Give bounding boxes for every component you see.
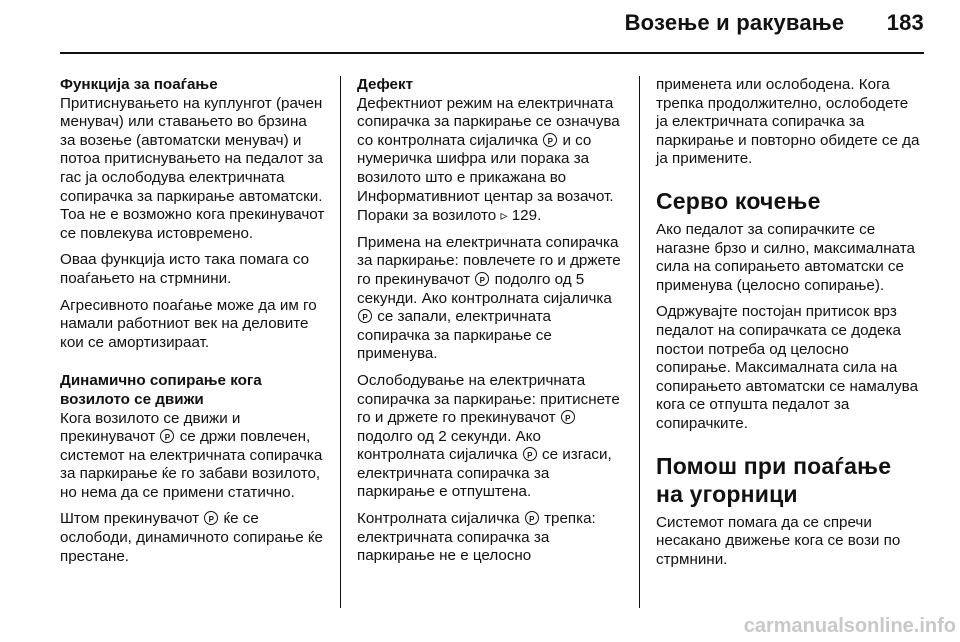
text-run: Штом прекинувачот xyxy=(60,510,200,528)
text-run: Кога возилото се движи и прекинувачот xyxy=(60,409,241,446)
paragraph: Одржувајте постојан притисок врз педалот на сопирачката се додека постои потреба од целосно сопирање. Максималната сила на сопирањето автоматски се намалува кога се отпушта педалот за сопирачките. xyxy=(656,303,919,432)
text-run: подолго од 2 секунди. Ако контролната сијаличка xyxy=(357,427,541,464)
text-run: и со нумеричка шифра или порака за возилото што е прикажана во Информативниот центар за возачот. Пораки за возилото xyxy=(357,131,614,225)
text-run: Дефектниот режим на електричната сопирачка за паркирање се означува со контролната сијаличка xyxy=(357,94,620,149)
text-run: трепка: електричната сопирачка за паркирање не е целосно xyxy=(357,510,596,565)
column-divider-1 xyxy=(340,76,341,608)
paragraph: Оваа функција исто така помага со поаѓањето на стрмнини. xyxy=(60,251,310,287)
text-run: подолго од 5 секунди. Ако контролната сијаличка xyxy=(357,270,612,307)
parking-brake-icon xyxy=(523,447,537,461)
warning-lamp-icon xyxy=(543,133,557,147)
section-title: Возење и ракување xyxy=(624,10,845,35)
column-right xyxy=(656,76,922,577)
paragraph xyxy=(357,95,623,226)
heading-brake-assist: Серво кочење xyxy=(656,187,821,214)
page-reference[interactable]: 129. xyxy=(511,207,542,225)
page-reference-arrow-icon: ▹ xyxy=(500,207,508,224)
parking-brake-icon xyxy=(358,309,372,323)
paragraph: Системот помага да се спречи несакано движење кога се вози по стрмнини. xyxy=(656,513,901,568)
text-run: Примена на електричната сопирачка за паркирање: повлечете го и држете го прекинувачот xyxy=(357,233,621,288)
column-middle xyxy=(357,76,623,574)
paragraph: Агресивното поаѓање може да им го намали работниот век на деловите кои се амортизираат. xyxy=(60,296,317,351)
parking-brake-icon xyxy=(525,511,539,525)
column-left xyxy=(60,76,326,574)
page-number: 183 xyxy=(886,10,924,35)
paragraph xyxy=(357,372,623,502)
paragraph xyxy=(357,234,623,364)
column-divider-2 xyxy=(639,76,640,608)
paragraph: применета или ослободена. Кога трепка продолжително, ослободете ја електричната сопирачка за паркирање и повторно обидете се да ја примените. xyxy=(656,76,920,168)
page-header xyxy=(625,10,924,36)
text-run: Контролната сијаличка xyxy=(357,510,520,528)
watermark: carmanualsonline.info xyxy=(743,615,956,637)
paragraph xyxy=(357,510,623,566)
parking-brake-icon xyxy=(561,410,575,424)
text-run: се изгаси, електричната сопирачка за паркирање е отпуштена. xyxy=(357,446,612,501)
text-run: ќе се ослободи, динамичното сопирање ќе престане. xyxy=(60,510,323,565)
text-run: се запали, електричната сопирачка за паркирање се применува. xyxy=(357,308,552,363)
subheading-start-function: Функција за поаѓање xyxy=(60,76,218,93)
subheading-fault: Дефект xyxy=(357,76,414,93)
parking-brake-icon xyxy=(475,272,489,286)
paragraph: Ако педалот за сопирачките се нагазне брзо и силно, максималната сила на сопирањето автоматски се применува (целосно сопирање). xyxy=(656,220,915,294)
text-run: Ослободување на електричната сопирачка за паркирање: притиснете го и држете го прекинувачот xyxy=(357,371,620,427)
parking-brake-icon xyxy=(160,429,174,443)
heading-hill-start-assist: Помош при поаѓање на угорници xyxy=(656,452,892,507)
paragraph xyxy=(60,410,326,503)
paragraph: Притиснувањето на куплунгот (рачен менувач) или ставањето во брзина за возење (автоматски менувач) и потоа притиснувањето на педалот за гас ја ослободува електричната сопирачка за паркирање автоматски. Тоа не е возможно кога прекинувачот се повлекува истовремено. xyxy=(60,94,325,242)
subheading-dynamic-braking: Динамично сопирање кога возилото се движи xyxy=(60,372,262,408)
text-run: се држи повлечен, системот на електричната сопирачка за паркирање ќе го забави возилото, но нема да се примени статично. xyxy=(60,428,323,501)
parking-brake-icon xyxy=(204,511,218,525)
header-rule xyxy=(60,52,924,54)
paragraph xyxy=(60,510,326,566)
